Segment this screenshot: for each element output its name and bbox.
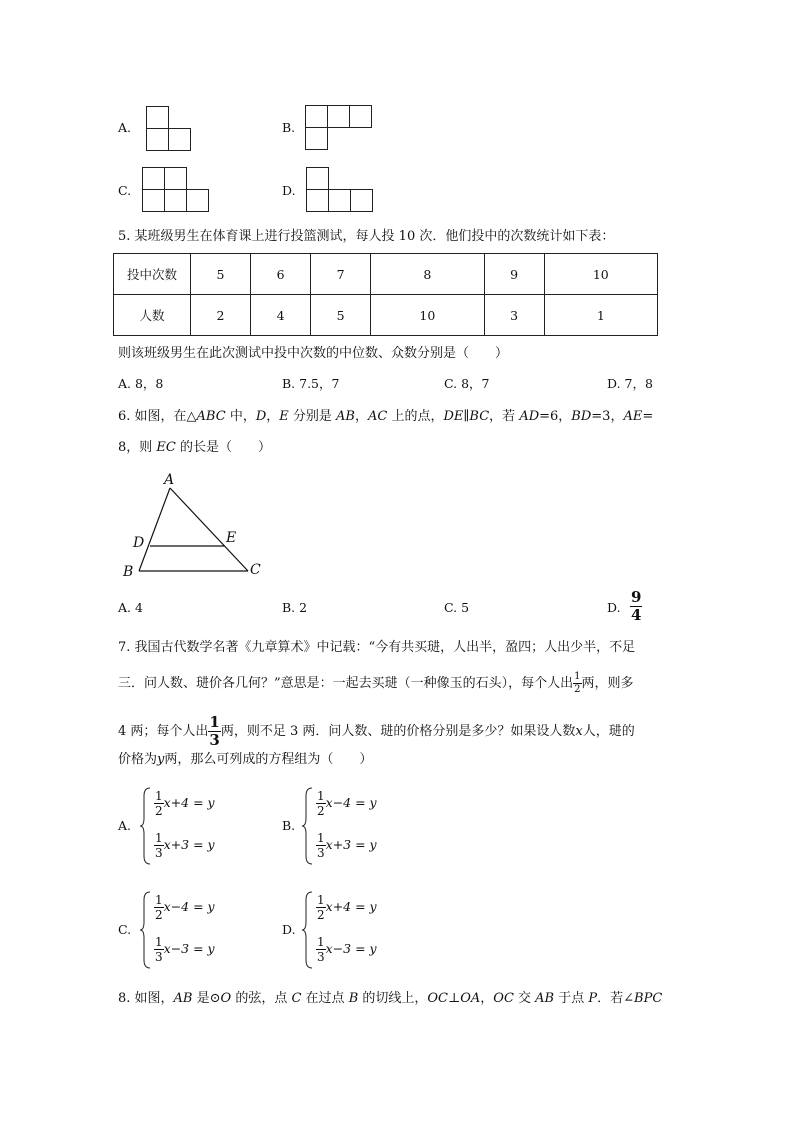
q7-option-b-label: B. (282, 818, 296, 833)
q6-option-d-fraction: $\frac{9}{4}$ (631, 588, 642, 624)
q5-stem: 5. 某班级男生在体育课上进行投篮测试，每人投 10 次．他们投中的次数统计如下表： (118, 229, 615, 244)
q7-stem-line4: 价格为y两，那么可列成的方程组为（ ） (118, 752, 373, 767)
q4-option-c-figure (142, 167, 212, 213)
table-cell: 2 (191, 295, 251, 336)
table-cell: 8 (371, 254, 484, 295)
q4-option-a-figure (146, 106, 192, 152)
q7-option-c-system: $\frac{1}{2}$ x−4 = y $\frac{1}{3}$ x−3 = y (140, 890, 260, 970)
fig-label-d: D (133, 535, 145, 551)
q6-stem-line1: 6. 如图，在△ABC 中，D，E 分别是 AB，AC 上的点，DE∥BC，若 AD=6，BD=3，AE= (118, 409, 654, 424)
q7-option-a-label: A. (118, 818, 132, 833)
table-cell: 5 (191, 254, 251, 295)
table-cell: 3 (484, 295, 544, 336)
table-row (114, 295, 658, 336)
q7-option-d-system: $\frac{1}{2}$ x+4 = y $\frac{1}{3}$ x−3 = y (302, 890, 422, 970)
q4-option-a-label: A. (118, 120, 132, 135)
q7-option-b-system: $\frac{1}{2}$ x−4 = y $\frac{1}{3}$ x+3 = y (302, 786, 422, 866)
q4-option-c-label: C. (118, 183, 132, 198)
q6-option-b: B. 2 (282, 600, 308, 615)
fraction: $\frac{1}{2}$ (574, 671, 581, 695)
fig-label-e: E (226, 530, 237, 546)
q5-stats-table (113, 253, 658, 336)
q4-option-d-figure (306, 167, 376, 213)
q4-option-d-label: D. (282, 183, 296, 198)
table-cell: 5 (311, 295, 371, 336)
q4-option-b-figure (305, 105, 375, 151)
q8-stem: 8. 如图，AB 是⊙O 的弦，点 C 在过点 B 的切线上，OC⊥OA，OC 交 AB 于点 P．若∠BPC (118, 991, 663, 1006)
q7-stem-line3: 4 两；每个人出 $\frac{1}{3}$ 两，则不足 3 两．问人数、琎的价格分别是多少？如果设人数x人，琎的 (118, 713, 635, 749)
table-cell: 10 (371, 295, 484, 336)
q7-option-c-label: C. (118, 922, 132, 937)
table-header-cell: 投中次数 (114, 254, 191, 295)
q6-stem-line2: 8，则 EC 的长是（ ） (118, 440, 271, 455)
q5-option-a: A. 8，8 (118, 376, 164, 391)
q6-option-d-label: D. (607, 600, 621, 615)
table-cell: 9 (484, 254, 544, 295)
table-cell: 6 (251, 254, 311, 295)
table-cell: 7 (311, 254, 371, 295)
table-cell: 10 (544, 254, 657, 295)
fig-label-b: B (123, 564, 134, 580)
q4-option-b-label: B. (282, 120, 296, 135)
q5-option-d: D. 7，8 (607, 376, 653, 391)
q6-option-c: C. 5 (444, 600, 470, 615)
q6-option-a: A. 4 (118, 600, 143, 615)
q7-stem-line2: 三．问人数、琎价各几何？”意思是：一起去买琎（一种像玉的石头），每个人出 $\frac{1}{2}$ 两，则多 (118, 671, 634, 695)
q6-triangle-figure (120, 470, 270, 580)
q5-option-c: C. 8，7 (444, 376, 490, 391)
q5-option-b: B. 7.5，7 (282, 376, 340, 391)
fig-label-a: A (164, 472, 175, 488)
q7-option-d-label: D. (282, 922, 296, 937)
table-cell: 4 (251, 295, 311, 336)
table-row (114, 254, 658, 295)
fraction: $\frac{1}{3}$ (209, 713, 220, 749)
fig-label-c: C (250, 562, 261, 578)
table-header-cell: 人数 (114, 295, 191, 336)
q7-stem-line1: 7. 我国古代数学名著《九章算术》中记载：“今有共买琎，人出半，盈四；人出少半，不足 (118, 640, 636, 655)
table-cell: 1 (544, 295, 657, 336)
q7-option-a-system: $\frac{1}{2}$ x+4 = y $\frac{1}{3}$ x+3 = y (140, 786, 260, 866)
q5-question: 则该班级男生在此次测试中投中次数的中位数、众数分别是（ ） (118, 346, 509, 361)
